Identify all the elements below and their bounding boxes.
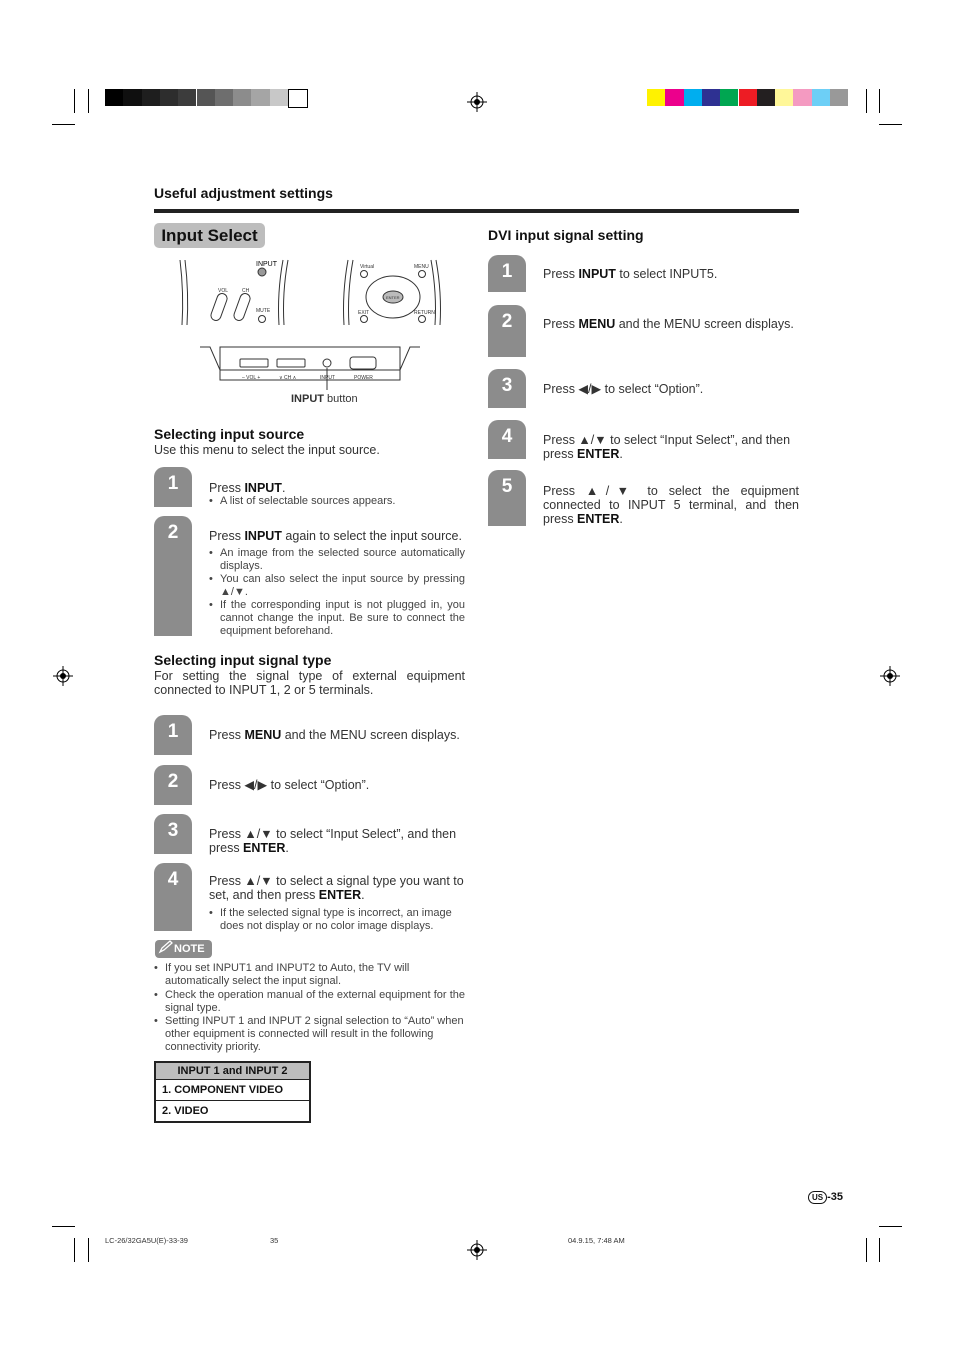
footer-date: 04.9.15, 7:48 AM	[568, 1236, 625, 1245]
gray-swatch	[178, 89, 196, 106]
gray-swatch	[197, 89, 215, 106]
signal-type-desc: For setting the signal type of external equipment connected to INPUT 1, 2 or 5 terminals.	[154, 669, 465, 697]
color-swatch	[684, 89, 702, 106]
page-header-title: Useful adjustment settings	[154, 185, 333, 201]
step-bullet: • If the corresponding input is not plugged in, you cannot change the input. Be sure to connect the equipment beforehand.	[209, 599, 465, 637]
diagram-label-ch-bar: ∨ CH ∧	[279, 375, 297, 381]
color-swatch	[775, 89, 793, 106]
step-text: Press MENU and the MENU screen displays.	[209, 728, 460, 742]
diagram-label-exit: EXIT	[358, 310, 370, 316]
priority-table-row: 2. VIDEO	[162, 1105, 209, 1117]
step-badge: 3	[488, 369, 526, 408]
diagram-label-mute: MUTE	[256, 308, 271, 314]
step-badge: 5	[488, 470, 526, 526]
crop-mark	[88, 1238, 89, 1262]
diagram-label-menu: MENU	[414, 264, 429, 270]
priority-table-header: INPUT 1 and INPUT 2	[156, 1063, 309, 1080]
registration-mark-icon	[467, 92, 487, 112]
gray-swatch	[142, 89, 160, 106]
crop-mark	[74, 89, 75, 113]
step-text: Press ▲/▼ to select the equipment connected to INPUT 5 terminal, and then press ENTER.	[543, 484, 799, 526]
crop-mark	[866, 89, 867, 113]
crop-mark	[879, 124, 902, 125]
note-item: • Setting INPUT 1 and INPUT 2 signal selection to “Auto” when other equipment is connected will result in the following connectivity priority.	[154, 1015, 464, 1053]
diagram-label-power-bar: POWER	[354, 375, 373, 381]
page-number-text: -35	[827, 1191, 844, 1203]
note-label: NOTE	[174, 943, 205, 955]
dvi-title: DVI input signal setting	[488, 227, 644, 243]
diagram-label-input: INPUT	[256, 261, 277, 268]
crop-mark	[866, 1238, 867, 1262]
step-text: Press ▲/▼ to select “Input Select”, and then press ENTER.	[209, 827, 457, 855]
step-text: Press MENU and the MENU screen displays.	[543, 317, 794, 331]
crop-mark	[52, 124, 75, 125]
color-swatch	[812, 89, 830, 106]
step-text: Press ▲/▼ to select “Input Select”, and then press ENTER.	[543, 433, 791, 461]
footer-file: LC-26/32GA5U(E)-33-39	[105, 1236, 188, 1245]
crop-mark	[879, 89, 880, 113]
diagram-label-enter: ENTER	[386, 295, 400, 300]
crop-mark	[879, 1238, 880, 1262]
step-badge: 1	[154, 467, 192, 507]
step-badge: 2	[154, 516, 192, 636]
step-badge: 2	[488, 305, 526, 357]
registration-mark-icon	[880, 666, 900, 686]
step-badge: 4	[488, 420, 526, 459]
region-badge: US	[808, 1191, 827, 1204]
color-swatch	[665, 89, 683, 106]
priority-table	[154, 1061, 311, 1123]
step-badge: 4	[154, 863, 192, 931]
page-number	[808, 1191, 843, 1204]
step-text: Press ▲/▼ to select a signal type you want to set, and then press ENTER.	[209, 874, 464, 902]
diagram-label-return: RETURN	[414, 310, 435, 316]
signal-type-title: Selecting input signal type	[154, 652, 332, 668]
step-text: Press INPUT to select INPUT5.	[543, 267, 718, 281]
diagram-label-input-bar: INPUT	[320, 375, 335, 381]
gray-swatch	[288, 89, 308, 108]
diagram-caption-bold: INPUT	[291, 393, 324, 405]
registration-mark-icon	[53, 666, 73, 686]
color-swatch	[720, 89, 738, 106]
step-badge: 1	[488, 255, 526, 292]
step-bullet: • If the selected signal type is incorrect, an image does not display or no color image displays.	[209, 907, 452, 932]
step-badge: 3	[154, 814, 192, 854]
step-text: Press INPUT.	[209, 481, 286, 495]
crop-mark	[879, 1226, 902, 1227]
diagram-label-vol: VOL	[218, 288, 229, 294]
gray-swatch	[251, 89, 269, 106]
input-source-desc: Use this menu to select the input source.	[154, 443, 380, 457]
registration-mark-icon	[467, 1240, 487, 1260]
gray-swatch	[270, 89, 288, 106]
diagram-caption-rest: button	[324, 393, 358, 405]
step-bullet: • You can also select the input source by pressing ▲/▼.	[209, 573, 465, 598]
crop-mark	[74, 1238, 75, 1262]
step-text: Press ◀/▶ to select “Option”.	[543, 382, 704, 396]
tv-controls-diagram	[170, 255, 450, 390]
note-item: • If you set INPUT1 and INPUT2 to Auto, the TV will automatically select the input signal.	[154, 962, 410, 987]
crop-mark	[88, 89, 89, 113]
color-swatch	[702, 89, 720, 106]
priority-table-row: 1. COMPONENT VIDEO	[156, 1080, 309, 1101]
section-pill: Input Select	[154, 223, 265, 248]
step-badge: 2	[154, 765, 192, 805]
step-bullet: • A list of selectable sources appears.	[209, 495, 396, 507]
color-swatch	[757, 89, 775, 106]
step-text: Press ◀/▶ to select “Option”.	[209, 778, 370, 792]
diagram-label-vol-bar: – VOL +	[242, 375, 261, 381]
diagram-label-virtual: Virtual	[360, 264, 375, 270]
gray-swatch	[123, 89, 141, 106]
header-rule	[154, 209, 799, 213]
step-bullet: • An image from the selected source automatically displays.	[209, 547, 465, 572]
color-swatch	[647, 89, 665, 106]
gray-swatch	[233, 89, 251, 106]
gray-swatch	[160, 89, 178, 106]
step-text: Press INPUT again to select the input source.	[209, 529, 462, 543]
diagram-caption	[291, 393, 358, 405]
crop-mark	[52, 1226, 75, 1227]
color-swatch	[793, 89, 811, 106]
input-source-title: Selecting input source	[154, 426, 305, 442]
note-badge	[155, 940, 212, 958]
gray-swatch	[215, 89, 233, 106]
color-swatch	[830, 89, 848, 106]
gray-swatch	[105, 89, 123, 106]
footer-page: 35	[270, 1236, 279, 1245]
pencil-icon	[158, 940, 174, 954]
step-badge: 1	[154, 715, 192, 755]
note-item: • Check the operation manual of the external equipment for the signal type.	[154, 989, 465, 1014]
color-swatch	[739, 89, 757, 106]
diagram-label-ch: CH	[242, 288, 250, 294]
